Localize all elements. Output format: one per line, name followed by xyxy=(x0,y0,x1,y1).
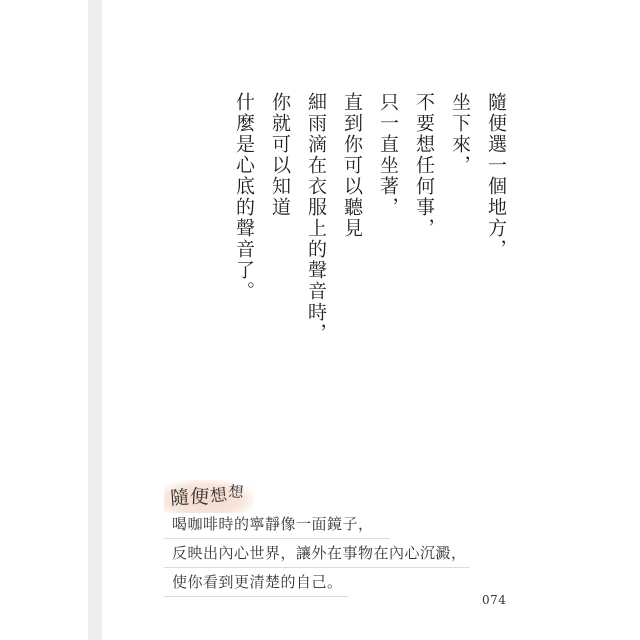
vertical-poem xyxy=(226,92,514,344)
tag-character: 想 xyxy=(209,485,230,507)
handwritten-tag xyxy=(164,480,254,513)
poem-line: 直到你可以聽見 xyxy=(341,92,363,239)
poem-line: 坐下來， xyxy=(449,92,471,176)
note-line: 反映出內心世界，讓外在事物在內心沉澱， xyxy=(164,539,470,568)
tag-character: 便 xyxy=(189,485,211,509)
poem-line: 隨便選一個地方， xyxy=(485,92,507,260)
page-number: 074 xyxy=(482,593,507,607)
tag-character: 隨 xyxy=(169,486,191,510)
book-spine-shadow xyxy=(88,0,102,640)
poem-line: 什麼是心底的聲音了。 xyxy=(233,92,255,302)
reflection-note xyxy=(164,510,470,597)
tag-character: 想 xyxy=(227,482,246,502)
poem-line: 你就可以知道 xyxy=(269,92,291,218)
note-line: 使你看到更清楚的自己。 xyxy=(164,568,348,597)
poem-line: 細雨滴在衣服上的聲音時， xyxy=(305,92,327,344)
note-line: 喝咖啡時的寧靜像一面鏡子， xyxy=(164,510,390,539)
poem-line: 只一直坐著， xyxy=(377,92,399,218)
poem-line: 不要想任何事， xyxy=(413,92,435,239)
